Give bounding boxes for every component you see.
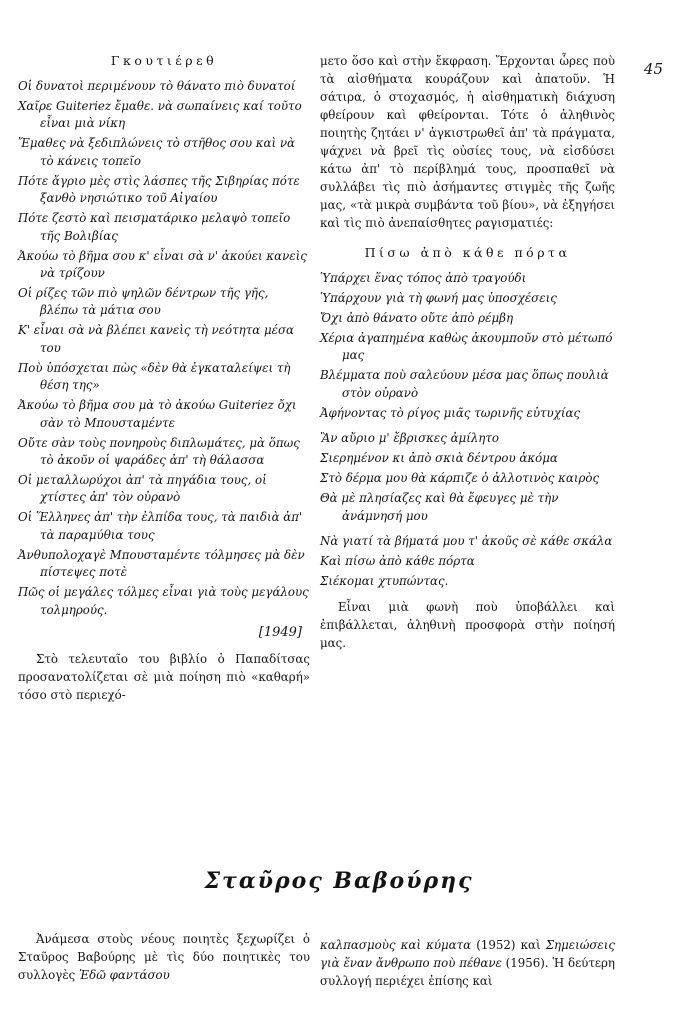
book-title: Ἐδῶ φαντάσου [79, 968, 170, 982]
poem-line: Πότε ἄγριο μὲς στὶς λάσπες τῆς Σιβηρίας πότε ξανθὸ νησιώτικο τοῦ Αἰγαίου [18, 173, 300, 206]
poem-year: [1949] [258, 625, 302, 641]
paragraph-text: Ἀνάμεσα στοὺς νέους ποιητὲς ξεχωρίζει ὁ Σταῦρος Βαβούρης μὲ τὶς δύο ποιητικὲς του συλλογὲς [18, 932, 310, 982]
poem-line: Χαῖρε Guiteriez ἔμαθε. νὰ σωπαίνεις καί τοῦτο εἶναι μιὰ νίκη [18, 99, 302, 131]
book-title: Σημειώσεις γιὰ ἕναν ἄνθρωπο ποὺ πέθανε [320, 938, 615, 970]
body-paragraph: Εἶναι μιὰ φωνὴ ποὺ ὑποβάλλει καὶ ἐπιβάλλεται, ἀληθινὴ προσφορὰ στὴν ποίησή μας. [320, 600, 615, 651]
section-right-column [320, 936, 615, 990]
poem-line: Ποὺ ὑπόσχεται πὼς «δὲν θὰ ἐγκαταλείψει τὴ θέση της» [18, 360, 291, 393]
poem-line: Ἀφήνοντας τὸ ρίγος μιᾶς τωρινῆς εὐτυχίας [320, 405, 581, 420]
poem-line: Πῶς οἱ μεγάλες τόλμες εἶναι γιὰ τοὺς μεγάλους τολμηρούς. [18, 585, 309, 617]
poem-line: Οἱ δυνατοὶ περιμένουν τὸ θάνατο πιὸ δυνατοί [18, 79, 296, 93]
body-paragraph: μετο ὅσο καὶ στὴν ἔκφραση. Ἔρχονται ὧρες ποὺ τὰ αἰσθήματα κουράζουν καὶ ἀπατοῦν. Ἡ σάτιρα, ὁ στοχασμός, ἡ αἰσθηματικὴ διάχυση φθείρουν καὶ φθείρονται. Τότε ὁ ἀληθινὸς ποιητὴς ζητάει ν' ἀγκιστρωθεῖ ἀπ' τὰ πράγματα, ψάχνει νὰ βρεῖ τὶς οὐσίες τους, νὰ εἰσδύσει κάτω ἀπ' τὸ περίβλημά τους, προσπαθεῖ νὰ συλλάβει τὶς πιὸ ἀσήμαντες στιγμὲς τῆς ζωῆς μας, «τὰ μικρὰ συμβάντα τοῦ βίου», νὰ ἐξηγήσει καὶ τὶς πιὸ ἀνεπαίσθητες ραγισματιές: [320, 54, 615, 230]
poem-line: Οὔτε σὰν τοὺς πονηροὺς διπλωμάτες, μὰ ὅπως τὸ ἀκοῦν οἱ ψαράδες ἀπ' τὴ θάλασσα [18, 435, 300, 468]
page-number: 45 [643, 60, 663, 78]
poem-title: Πίσω ἀπὸ κάθε πόρτα [364, 245, 571, 260]
poem-line: Σιέκομαι χτυπώντας. [320, 574, 449, 589]
poem-line: Κ' εἶναι σὰ νὰ βλέπει κανεὶς τὴ νεότητα μέσα του [18, 323, 295, 355]
poem-body [320, 270, 615, 590]
poem-line: Καὶ πίσω ἀπὸ κάθε πόρτα [320, 554, 475, 569]
poem-body [18, 78, 310, 619]
body-paragraph [18, 930, 310, 984]
poem-line: Στὸ δέρμα μου θὰ κάρπιζε ὁ ἀλλοτινὸς καιρὸς [320, 471, 600, 486]
poem-line: Σιερημένον κι ἀπὸ σκιὰ δέντρου ἀκόμα [320, 451, 558, 466]
poem-line: Ὑπάρχει ἕνας τόπος ἀπὸ τραγούδι [320, 271, 527, 285]
section-heading: Σταῦρος Βαβούρης [204, 868, 474, 894]
poem-line: Ὄχι ἀπὸ θάνατο οὔτε ἀπὸ ρέμβη [320, 311, 514, 325]
book-title: καλπασμοὺς καὶ κύματα [320, 938, 472, 952]
body-paragraph: Στὸ τελευταῖο του βιβλίο ὁ Παπαδίτσας προσανατολίζεται σὲ μιὰ ποίηση πιὸ «καθαρή» τόσο στὸ περιεχό- [18, 652, 310, 703]
body-paragraph [320, 936, 615, 990]
poem-line: Ὑπάρχουν γιὰ τὴ φωνή μας ὑποσχέσεις [320, 291, 557, 305]
poem-line: Ἔμαθες νὰ ξεδιπλώνεις τὸ στῆθος σου καὶ νὰ τὸ κάνεις τοπεῖο [18, 136, 295, 168]
left-column [18, 52, 310, 704]
poem-title: Γκουτιέρεθ [110, 53, 218, 68]
poem-line: Οἱ ρίζες τῶν πιὸ ψηλῶν δέντρων τῆς γῆς, βλέπω τὰ μάτια σου [18, 286, 269, 318]
poem-line: Χέρια ἀγαπημένα καθὼς ἀκουμποῦν στὸ μέτωπό μας [320, 331, 613, 363]
poem-line: Οἱ μεταλλωρύχοι ἀπ' τὰ πηγάδια τους, οἱ χτίστες ἀπ' τὸν οὐρανὸ [18, 473, 267, 505]
poem-line: Θὰ μὲ πλησίαζες καὶ θὰ ἔφευγες μὲ τὴν ἀνάμνησή μου [320, 491, 559, 523]
poem-line: Βλέμματα ποὺ σαλεύουν μέσα μας ὅπως πουλιὰ στὸν οὐρανὸ [320, 368, 609, 400]
right-column [320, 52, 615, 652]
poem-line: Ἂν αὔριο μ' ἔβρισκες ἀμίλητο [320, 431, 499, 446]
poem-line: Ἀκούω τὸ βῆμα σου κ' εἶναι σὰ ν' ἀκούει κανεὶς νὰ τρίζουν [18, 248, 307, 281]
poem-line: Ἀκούω τὸ βῆμα σου μὰ τὸ ἀκούω Guiteriez ὄχι σὰν τὸ Μπουσταμέντε [18, 398, 297, 430]
poem-line: Οἱ Ἕλληνες ἀπ' τὴν ἐλπίδα τους, τὰ παιδιὰ ἀπ' τὰ παραμύθια τους [18, 510, 303, 542]
paragraph-text: (1952) καὶ [471, 938, 546, 952]
poem-line: Νὰ γιατί τὰ βήματά μου τ' ἀκοῦς σὲ κάθε σκάλα [320, 534, 613, 549]
poem-line: Πότε ζεστὸ καὶ πεισματάρικο μελαψὸ τοπεῖο τῆς Βολιβίας [18, 211, 291, 243]
paragraph-text: (1956). Ἡ δεύτερη συλλογή περιέχει ἐπίσης καὶ [320, 956, 615, 988]
section-left-column [18, 930, 310, 984]
poem-line: Ἀνθυπολοχαγὲ Μπουσταμέντε τόλμησες μὰ δὲν πίστεψες ποτὲ [18, 547, 305, 580]
